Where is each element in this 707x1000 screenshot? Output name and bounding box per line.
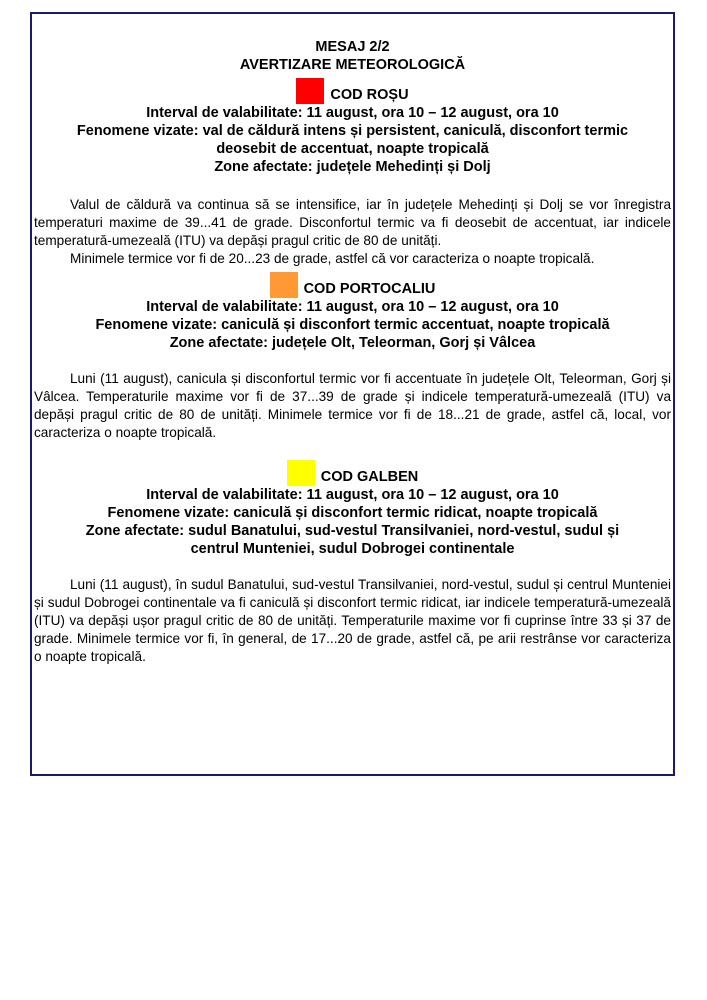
yellow-swatch-icon (287, 460, 315, 486)
orange-paragraph-1: Luni (11 august), canicula și disconfortul termic vor fi accentuate în județele Olt, Teleorman, Gorj și Vâlcea. Temperaturile maxime vor fi de 37...39 de grade și indicele temperatură-umezeală (ITU) va depăși pragul critic de 80 de unități. Minimele termice vor fi de 18...21 de grade, astfel că, local, vor caracteriza o noapte tropicală. (34, 371, 671, 440)
code-yellow-heading (32, 460, 673, 486)
message-number: MESAJ 2/2 (315, 39, 390, 55)
orange-interval: Interval de valabilitate: 11 august, ora 10 – 12 august, ora 10 (146, 299, 559, 315)
red-phenomena: Fenomene vizate: val de căldură intens și persistent, caniculă, disconfort termic (76, 123, 629, 139)
page-title: AVERTIZARE METEOROLOGICĂ (239, 57, 466, 73)
red-paragraph-1: Valul de căldură va continua să se intensifice, iar în județele Mehedinți și Dolj se vor înregistra temperaturi maxime de 39...41 de grade. Disconfortul termic va fi deosebit de accentuat, iar indicele temperatură-umezeală (ITU) va depăși pragul critic de 80 de unități. (34, 197, 671, 248)
code-orange-heading (32, 272, 673, 298)
yellow-paragraph-1: Luni (11 august), în sudul Banatului, sud-vestul Transilvaniei, nord-vestul, sudul și centrul Munteniei și sudul Dobrogei continentale va fi caniculă și disconfort termic ridicat, iar indicele temperatură-umezeală (ITU) va depăși ușor pragul critic de 80 de unități. Temperaturile maxime vor fi cuprinse între 33 și 37 de grade. Minimele termice vor fi, în general, de 17...20 de grade, astfel că, pe arii restrânse vor caracteriza o noapte tropicală. (34, 577, 671, 664)
orange-swatch-icon (270, 272, 298, 298)
orange-phenomena: Fenomene vizate: caniculă și disconfort termic accentuat, noapte tropicală (95, 317, 610, 333)
yellow-interval: Interval de valabilitate: 11 august, ora 10 – 12 august, ora 10 (146, 487, 559, 503)
orange-zones: Zone afectate: județele Olt, Teleorman, Gorj și Vâlcea (169, 335, 536, 351)
red-paragraph-2: Minimele termice vor fi de 20...23 de grade, astfel că vor caracteriza o noapte tropicală. (70, 251, 595, 266)
red-swatch-icon (296, 78, 324, 104)
code-yellow-title: COD GALBEN (320, 469, 419, 485)
red-phenomena-cont: deosebit de accentuat, noapte tropicală (216, 141, 489, 157)
red-zones: Zone afectate: județele Mehedinți și Dolj (214, 159, 491, 175)
warning-frame (30, 12, 675, 776)
section-yellow (32, 460, 673, 666)
section-red (32, 78, 673, 268)
yellow-zones: Zone afectate: sudul Banatului, sud-vestul Transilvaniei, nord-vestul, sudul și (85, 523, 620, 539)
yellow-zones-cont: centrul Munteniei, sudul Dobrogei continentale (190, 541, 515, 557)
red-interval: Interval de valabilitate: 11 august, ora 10 – 12 august, ora 10 (146, 105, 559, 121)
code-orange-title: COD PORTOCALIU (303, 281, 436, 297)
code-red-heading (32, 78, 673, 104)
yellow-phenomena: Fenomene vizate: caniculă și disconfort termic ridicat, noapte tropicală (107, 505, 598, 521)
section-orange (32, 272, 673, 442)
code-red-title: COD ROȘU (330, 87, 409, 103)
